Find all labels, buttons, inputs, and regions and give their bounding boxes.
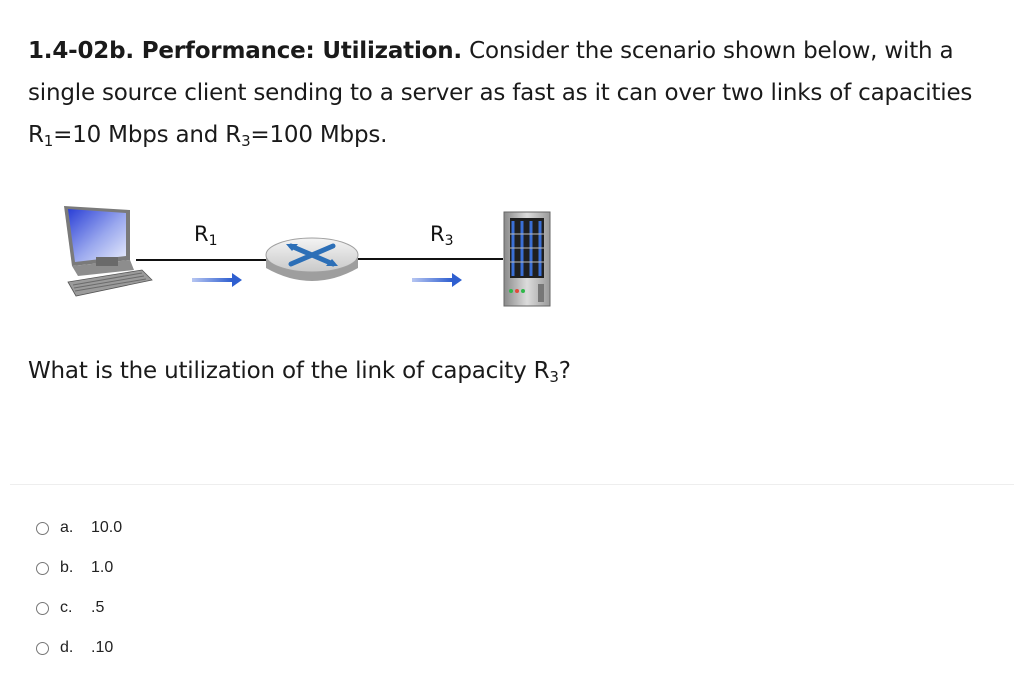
option-d-letter: d. — [60, 639, 74, 656]
option-c-letter: c. — [60, 599, 73, 616]
r1-value: =10 Mbps and — [53, 122, 226, 148]
prompt-letter: R — [533, 358, 550, 384]
radio-button-a[interactable] — [36, 522, 49, 535]
option-d[interactable] — [36, 628, 122, 668]
option-a-value: 10.0 — [91, 519, 123, 536]
question-text — [28, 30, 1013, 156]
r3-value: =100 Mbps. — [250, 122, 388, 148]
r3-letter: R — [225, 122, 242, 148]
question-body: Consider the scenario shown below, with a single source client sending to a server as fast as it can over two links of capacities — [28, 38, 973, 106]
option-a-letter: a. — [60, 519, 74, 536]
router-icon — [266, 238, 358, 281]
option-b-value: 1.0 — [91, 559, 114, 576]
prompt-text: What is the utilization of the link of capacity — [28, 358, 534, 384]
link-r3-subscript: 3 — [444, 233, 454, 249]
option-a[interactable] — [36, 508, 122, 548]
question-prompt — [28, 358, 571, 384]
server-icon — [504, 212, 550, 306]
question-title: 1.4-02b. Performance: Utilization. — [28, 38, 462, 64]
answer-options — [36, 508, 122, 668]
link-r3-label — [430, 222, 454, 249]
radio-button-c[interactable] — [36, 602, 49, 615]
arrow-r1-icon — [192, 273, 242, 287]
prompt-end: ? — [558, 358, 571, 384]
network-diagram-graphic — [58, 196, 558, 316]
r1-subscript: 1 — [43, 132, 54, 150]
divider — [10, 484, 1014, 485]
radio-button-d[interactable] — [36, 642, 49, 655]
option-d-value: .10 — [91, 639, 114, 656]
option-b[interactable] — [36, 548, 122, 588]
radio-button-b[interactable] — [36, 562, 49, 575]
option-b-letter: b. — [60, 559, 74, 576]
link-r3-letter: R — [430, 222, 445, 246]
network-diagram — [58, 196, 558, 316]
r1-letter: R — [28, 122, 44, 148]
prompt-subscript: 3 — [549, 368, 559, 386]
option-c-value: .5 — [91, 599, 105, 616]
option-c[interactable] — [36, 588, 122, 628]
link-r1-letter: R — [194, 222, 209, 246]
link-r1-subscript: 1 — [208, 233, 218, 249]
client-computer-icon — [64, 206, 152, 296]
r3-subscript: 3 — [241, 132, 251, 150]
arrow-r3-icon — [412, 273, 462, 287]
link-r1-label — [194, 222, 218, 249]
